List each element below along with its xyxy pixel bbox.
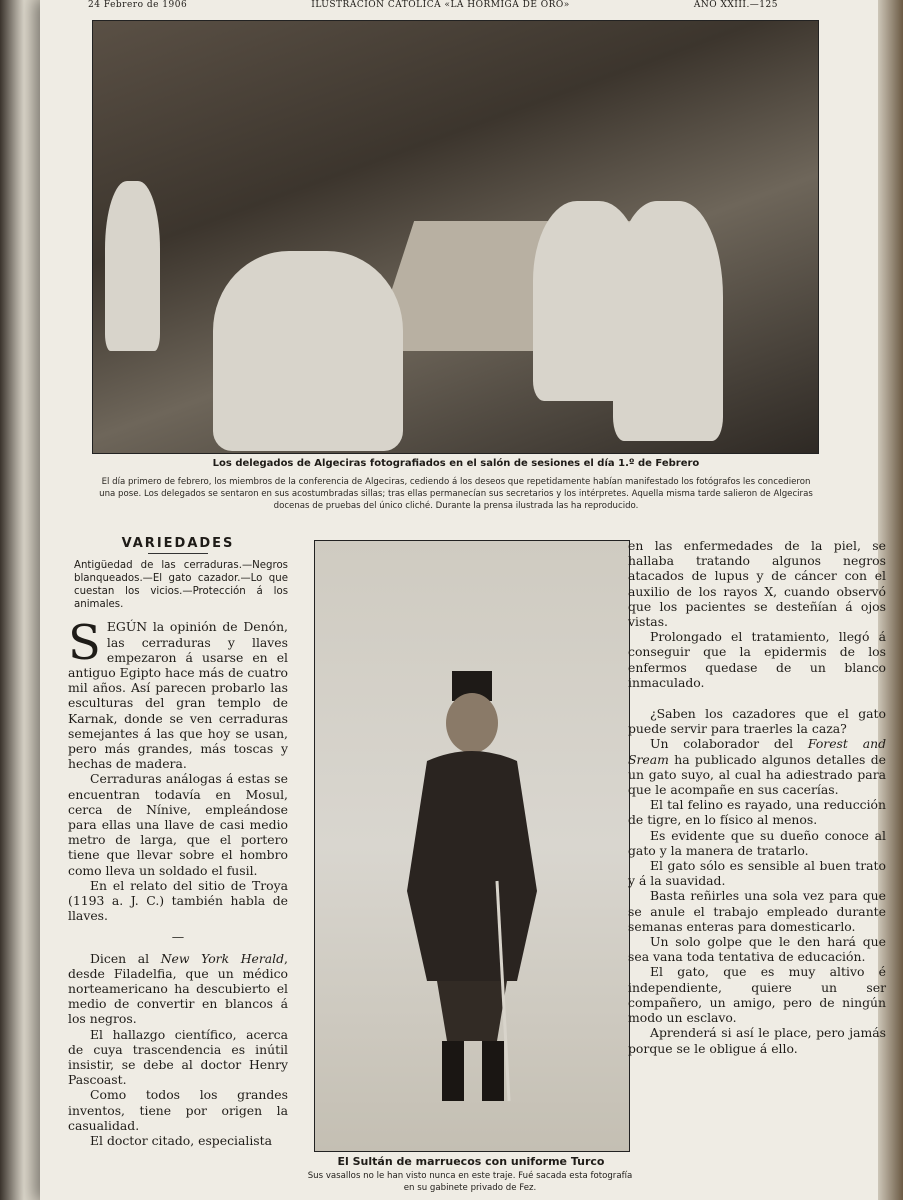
- sultan-caption-text: Sus vasallos no le han visto nunca en este traje. Fué sacada esta fotografía en su gabinete privado de Fez.: [307, 1171, 633, 1193]
- paragraph-text: Dicen al: [90, 950, 161, 966]
- paragraph: Es evidente que su dueño conoce al gato y la manera de tratarlo.: [628, 827, 886, 858]
- paragraph: El gato sólo es sensible al buen trato y á la suavidad.: [628, 858, 886, 889]
- sultan-caption-title: El Sultán de marruecos con uniforme Turco: [337, 1155, 605, 1168]
- paragraph: Como todos los grandes inventos, tiene por origen la casualidad.: [68, 1087, 288, 1133]
- paragraph: Cerraduras análogas á estas se encuentran todavía en Mosul, cerca de Nínive, empleándose para ellas una llave de casi medio metro de larga, que el portero tiene que llevar sobre el hombro como lleva un soldado el fusil.: [68, 771, 288, 878]
- magazine-name: Forest and Sream: [628, 736, 887, 767]
- newspaper-name: New York Herald: [160, 950, 285, 966]
- paragraph-text: ha publicado algunos detalles de un gato suyo, al cual ha adiestrado para que le acompañe en sus cacerías.: [628, 751, 886, 798]
- header-page-number: AÑO XXIII.—125: [693, 0, 778, 10]
- paragraph-text: , desde Filadelfia, que un médico norteamericano ha descubierto el medio de convertir en blancos á los negros.: [68, 950, 288, 1027]
- paragraph: Un solo golpe que le den hará que sea vana toda tentativa de educación.: [628, 934, 886, 965]
- paragraph: El hallazgo científico, acerca de cuya trascendencia es inútil insistir, se debe al doctor Henry Pascoast.: [68, 1026, 288, 1088]
- paragraph-text: Un colaborador del: [650, 736, 808, 752]
- section-separator: —: [171, 929, 185, 945]
- paragraph: en las enfermedades de la piel, se hallaba tratando algunos negros atacados de lupus y de cáncer con el auxilio de los rayos X, cuando observó que los pacientes se desteñían á ojos vistas.: [628, 538, 886, 630]
- section-summary: Antigüedad de las cerraduras.—Negros blanqueados.—El gato cazador.—Lo que cuestan los vicios.—Protección á los animales.: [74, 560, 288, 610]
- sultan-figure: [397, 661, 547, 1111]
- paragraph: [68, 615, 288, 772]
- paragraph: ¿Saben los cazadores que el gato puede servir para traerles la caza?: [628, 706, 886, 737]
- paragraph: El gato, que es muy altivo é independiente, quiere un ser compañero, un amigo, pero de ningún modo un esclavo.: [628, 964, 886, 1026]
- photo-sultan: [314, 540, 630, 1152]
- paragraph: En el relato del sitio de Troya (1193 a. J. C.) también habla de llaves.: [68, 877, 288, 924]
- photo-robed-figure: [613, 201, 723, 441]
- binding-edge: [0, 0, 40, 1200]
- paragraph: [628, 736, 886, 797]
- top-photo-caption-title: Los delegados de Algeciras fotografiados en el salón de sesiones el día 1.º de Febrero: [212, 458, 700, 469]
- top-photo-caption-text: El día primero de febrero, los miembros de la conferencia de Algeciras, cediendo á los deseos que repetidamente habían manifestado los fotógrafos les concedieron una pose. Los delegados se sentaron en sus acostumbradas sillas; tras ellas permanecían sus secretarios y los intérpretes. Aquella misma tarde salieron de Algeciras docenas de pruebas del único cliché. Durante la prensa ilustrada las ha reproducido.: [99, 477, 813, 511]
- paragraph: El doctor citado, especialista: [90, 1133, 273, 1149]
- photo-algeciras-delegates: [92, 20, 819, 454]
- drop-cap: S: [68, 615, 101, 672]
- photo-robed-figure: [105, 181, 160, 351]
- paragraph-text: EGÚN la opinión de Denón, las cerraduras y llaves empezaron á usarse en el antiguo Egipto hace más de cuatro mil años. Así parecen probarlo las esculturas del gran templo de Karnak, donde se ven cerraduras semejantes á las que hoy se usan, pero más grandes, más toscas y hechas de madera.: [68, 619, 288, 772]
- photo-robed-figure: [213, 251, 403, 451]
- paragraph: [68, 951, 288, 1027]
- paragraph: Prolongado el tratamiento, llegó á conseguir que la epidermis de los enfermos quedase de un blanco inmaculado.: [628, 629, 886, 690]
- paragraph: Basta reñirles una sola vez para que se anule el trabajo empleado durante semanas enteras para domesticarlo.: [628, 888, 886, 934]
- section-title: VARIEDADES: [121, 536, 235, 551]
- paragraph: El tal felino es rayado, una reducción de tigre, en lo físico al menos.: [628, 797, 886, 828]
- header-publication: ILUSTRACIÓN CATÓLICA «LA HORMIGA DE ORO»: [311, 0, 570, 10]
- right-column: [628, 538, 886, 1056]
- section-break: [628, 690, 886, 706]
- running-header: [88, 0, 778, 12]
- left-column: [68, 536, 288, 1148]
- paragraph: Aprenderá si así le place, pero jamás porque se le obligue á ello.: [628, 1025, 886, 1056]
- header-date: 24 Febrero de 1906: [88, 0, 188, 10]
- title-rule: [148, 553, 208, 554]
